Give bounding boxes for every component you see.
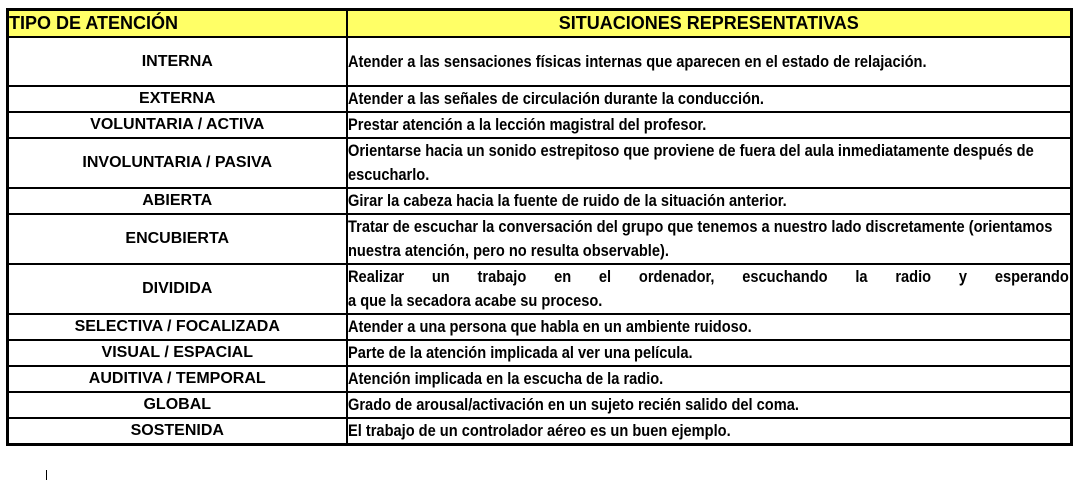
table-row — [8, 214, 1072, 264]
situation-text: El trabajo de un controlador aéreo es un buen ejemplo. — [347, 421, 731, 440]
table-row — [8, 138, 1072, 188]
situation-text: Atender a las sensaciones físicas internas que aparecen en el estado de relajación. — [347, 51, 927, 71]
attention-type-cell: SELECTIVA / FOCALIZADA — [8, 314, 347, 340]
situation-cell — [347, 418, 1072, 445]
situation-cell — [347, 214, 1072, 264]
situation-text: Prestar atención a la lección magistral del profesor. — [347, 115, 706, 134]
situation-cell — [347, 314, 1072, 340]
attention-type-cell: ENCUBIERTA — [8, 214, 347, 264]
text-cursor — [46, 470, 47, 480]
situation-text — [348, 265, 1069, 313]
situation-text-line-2: a que la secadora acabe su proceso. — [347, 291, 602, 310]
column-header-type: TIPO DE ATENCIÓN — [8, 10, 347, 38]
table-row — [8, 392, 1072, 418]
column-header-situations: SITUACIONES REPRESENTATIVAS — [347, 10, 1072, 38]
table-row — [8, 86, 1072, 112]
attention-type-cell: VOLUNTARIA / ACTIVA — [8, 112, 347, 138]
situation-cell — [347, 366, 1072, 392]
attention-type-cell: ABIERTA — [8, 188, 347, 214]
situation-cell — [347, 112, 1072, 138]
table-row — [8, 340, 1072, 366]
attention-type-cell: VISUAL / ESPACIAL — [8, 340, 347, 366]
situation-cell — [347, 37, 1072, 86]
table-row — [8, 264, 1072, 314]
attention-type-cell: EXTERNA — [8, 86, 347, 112]
table-row — [8, 418, 1072, 445]
situation-text: Tratar de escuchar la conversación del grupo que tenemos a nuestro lado discretamente (orientamos nuestra atención, pero no resulta observable). — [347, 217, 1052, 260]
situation-cell — [347, 188, 1072, 214]
table-row — [8, 112, 1072, 138]
situation-cell — [347, 340, 1072, 366]
situation-text: Parte de la atención implicada al ver una película. — [347, 343, 693, 362]
table-header-row — [8, 10, 1072, 38]
table-row — [8, 188, 1072, 214]
situation-text: Atender a una persona que habla en un ambiente ruidoso. — [347, 317, 752, 336]
situation-text: Atender a las señales de circulación durante la conducción. — [347, 89, 764, 108]
attention-type-cell: GLOBAL — [8, 392, 347, 418]
situation-cell — [347, 86, 1072, 112]
situation-text: Atención implicada en la escucha de la radio. — [347, 369, 663, 388]
situation-text-line-1: Realizar un trabajo en el ordenador, escuchando la radio y esperando — [347, 267, 1069, 286]
attention-types-table — [6, 8, 1073, 446]
attention-type-cell: AUDITIVA / TEMPORAL — [8, 366, 347, 392]
situation-text: Grado de arousal/activación en un sujeto recién salido del coma. — [347, 395, 799, 414]
situation-cell — [347, 138, 1072, 188]
attention-type-cell: INTERNA — [8, 37, 347, 86]
situation-text: Orientarse hacia un sonido estrepitoso que proviene de fuera del aula inmediatamente después de escucharlo. — [347, 141, 1034, 184]
table-row — [8, 37, 1072, 86]
attention-type-cell: DIVIDIDA — [8, 264, 347, 314]
attention-type-cell: INVOLUNTARIA / PASIVA — [8, 138, 347, 188]
situation-cell — [347, 264, 1072, 314]
table-row — [8, 314, 1072, 340]
situation-cell — [347, 392, 1072, 418]
table-row — [8, 366, 1072, 392]
attention-type-cell: SOSTENIDA — [8, 418, 347, 445]
situation-text: Girar la cabeza hacia la fuente de ruido de la situación anterior. — [347, 191, 787, 210]
